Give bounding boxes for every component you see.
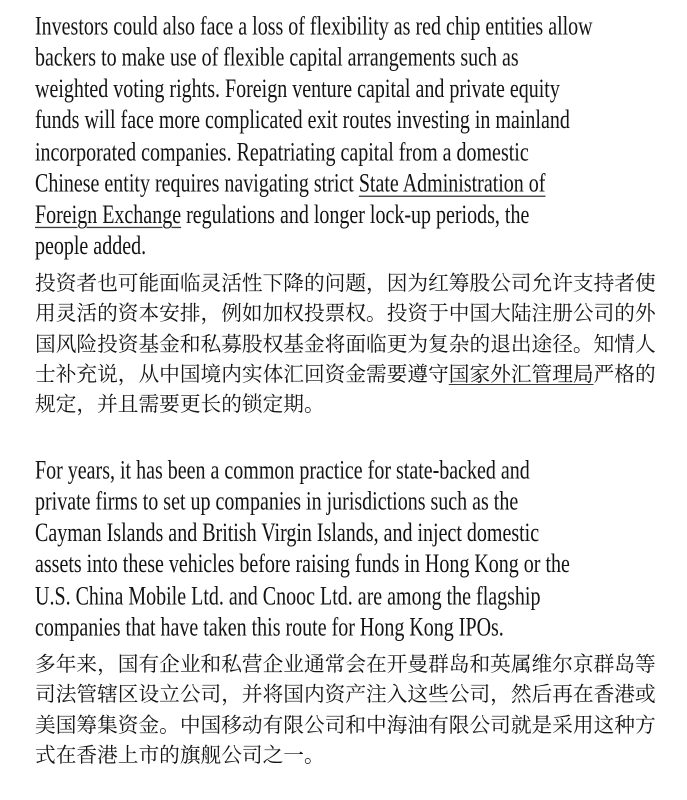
text-line xyxy=(35,137,659,168)
text-line xyxy=(35,612,659,643)
text-line xyxy=(35,581,659,612)
text-line xyxy=(35,330,659,360)
text-segment: companies that have taken this route for Hong Kong IPOs. xyxy=(35,613,504,643)
text-segment: For years, it has been a common practice for state-backed and xyxy=(35,456,530,486)
text-segment: 投资者也可能面临灵活性下降的问题，因为红筹股公司允许支持者使 xyxy=(35,272,656,296)
text-segment: 士补充说，从中国境内实体汇回资金需要遵守 xyxy=(35,362,449,386)
text-segment: assets into these vehicles before raising funds in Hong Kong or the xyxy=(35,550,570,580)
text-line xyxy=(35,680,659,710)
text-segment: 用灵活的资本安排，例如加权投票权。投资于中国大陆注册公司的外 xyxy=(35,302,656,326)
text-segment: private firms to set up companies in jurisdictions such as the xyxy=(35,487,519,517)
text-segment: 严格的 xyxy=(593,362,656,386)
text-segment: U.S. China Mobile Ltd. and Cnooc Ltd. are among the flagship xyxy=(35,582,541,611)
text-segment: 多年来，国有企业和私营企业通常会在开曼群岛和英属维尔京群岛等 xyxy=(35,653,656,677)
text-line xyxy=(35,11,659,42)
text-segment: regulations and longer lock-up periods, the xyxy=(181,200,530,230)
text-segment: weighted voting rights. Foreign venture capital and private equity xyxy=(35,75,560,104)
text-segment: 规定，并且需要更长的锁定期。 xyxy=(35,393,325,417)
text-line xyxy=(35,269,659,299)
text-segment: Cayman Islands and British Virgin Islands, and inject domestic xyxy=(35,519,540,548)
text-segment: backers to make use of flexible capital arrangements such as xyxy=(35,43,519,73)
paragraph-zh-2 xyxy=(35,269,659,420)
text-segment: 式在香港上市的旗舰公司之一。 xyxy=(35,743,325,767)
text-segment: Investors could also face a loss of flexibility as red chip entities allow xyxy=(35,12,593,41)
inline-link[interactable]: State Administration of xyxy=(358,169,546,198)
text-segment: Chinese entity requires navigating strict xyxy=(35,169,359,198)
text-line xyxy=(35,455,659,486)
text-line xyxy=(35,199,659,230)
paragraph-en-3 xyxy=(35,455,659,643)
text-line xyxy=(35,549,659,580)
text-segment: funds will face more complicated exit routes investing in mainland xyxy=(35,106,570,136)
inline-link[interactable]: Foreign Exchange xyxy=(35,200,182,230)
text-segment: 美国筹集资金。中国移动有限公司和中海油有限公司就是采用这种方 xyxy=(35,713,656,737)
inline-link[interactable]: 国家外汇管理局 xyxy=(448,362,594,386)
text-line xyxy=(35,487,659,518)
text-segment: 司法管辖区设立公司，并将国内资产注入这些公司，然后再在香港或 xyxy=(35,683,656,707)
paragraph-en-1 xyxy=(35,11,659,262)
text-segment: 国风险投资基金和私募股权基金将面临更为复杂的退出途径。知情人 xyxy=(35,332,656,356)
text-line xyxy=(35,650,659,680)
text-line xyxy=(35,74,659,105)
text-line xyxy=(35,299,659,329)
text-line xyxy=(35,518,659,549)
text-line xyxy=(35,711,659,741)
text-line xyxy=(35,741,659,771)
text-segment: people added. xyxy=(35,232,147,261)
text-line xyxy=(35,105,659,136)
paragraph-zh-4 xyxy=(35,650,659,771)
text-line xyxy=(35,168,659,199)
text-line xyxy=(35,360,659,390)
text-line xyxy=(35,390,659,420)
text-segment: incorporated companies. Repatriating capital from a domestic xyxy=(35,137,529,167)
text-line xyxy=(35,42,659,73)
text-line xyxy=(35,231,659,262)
